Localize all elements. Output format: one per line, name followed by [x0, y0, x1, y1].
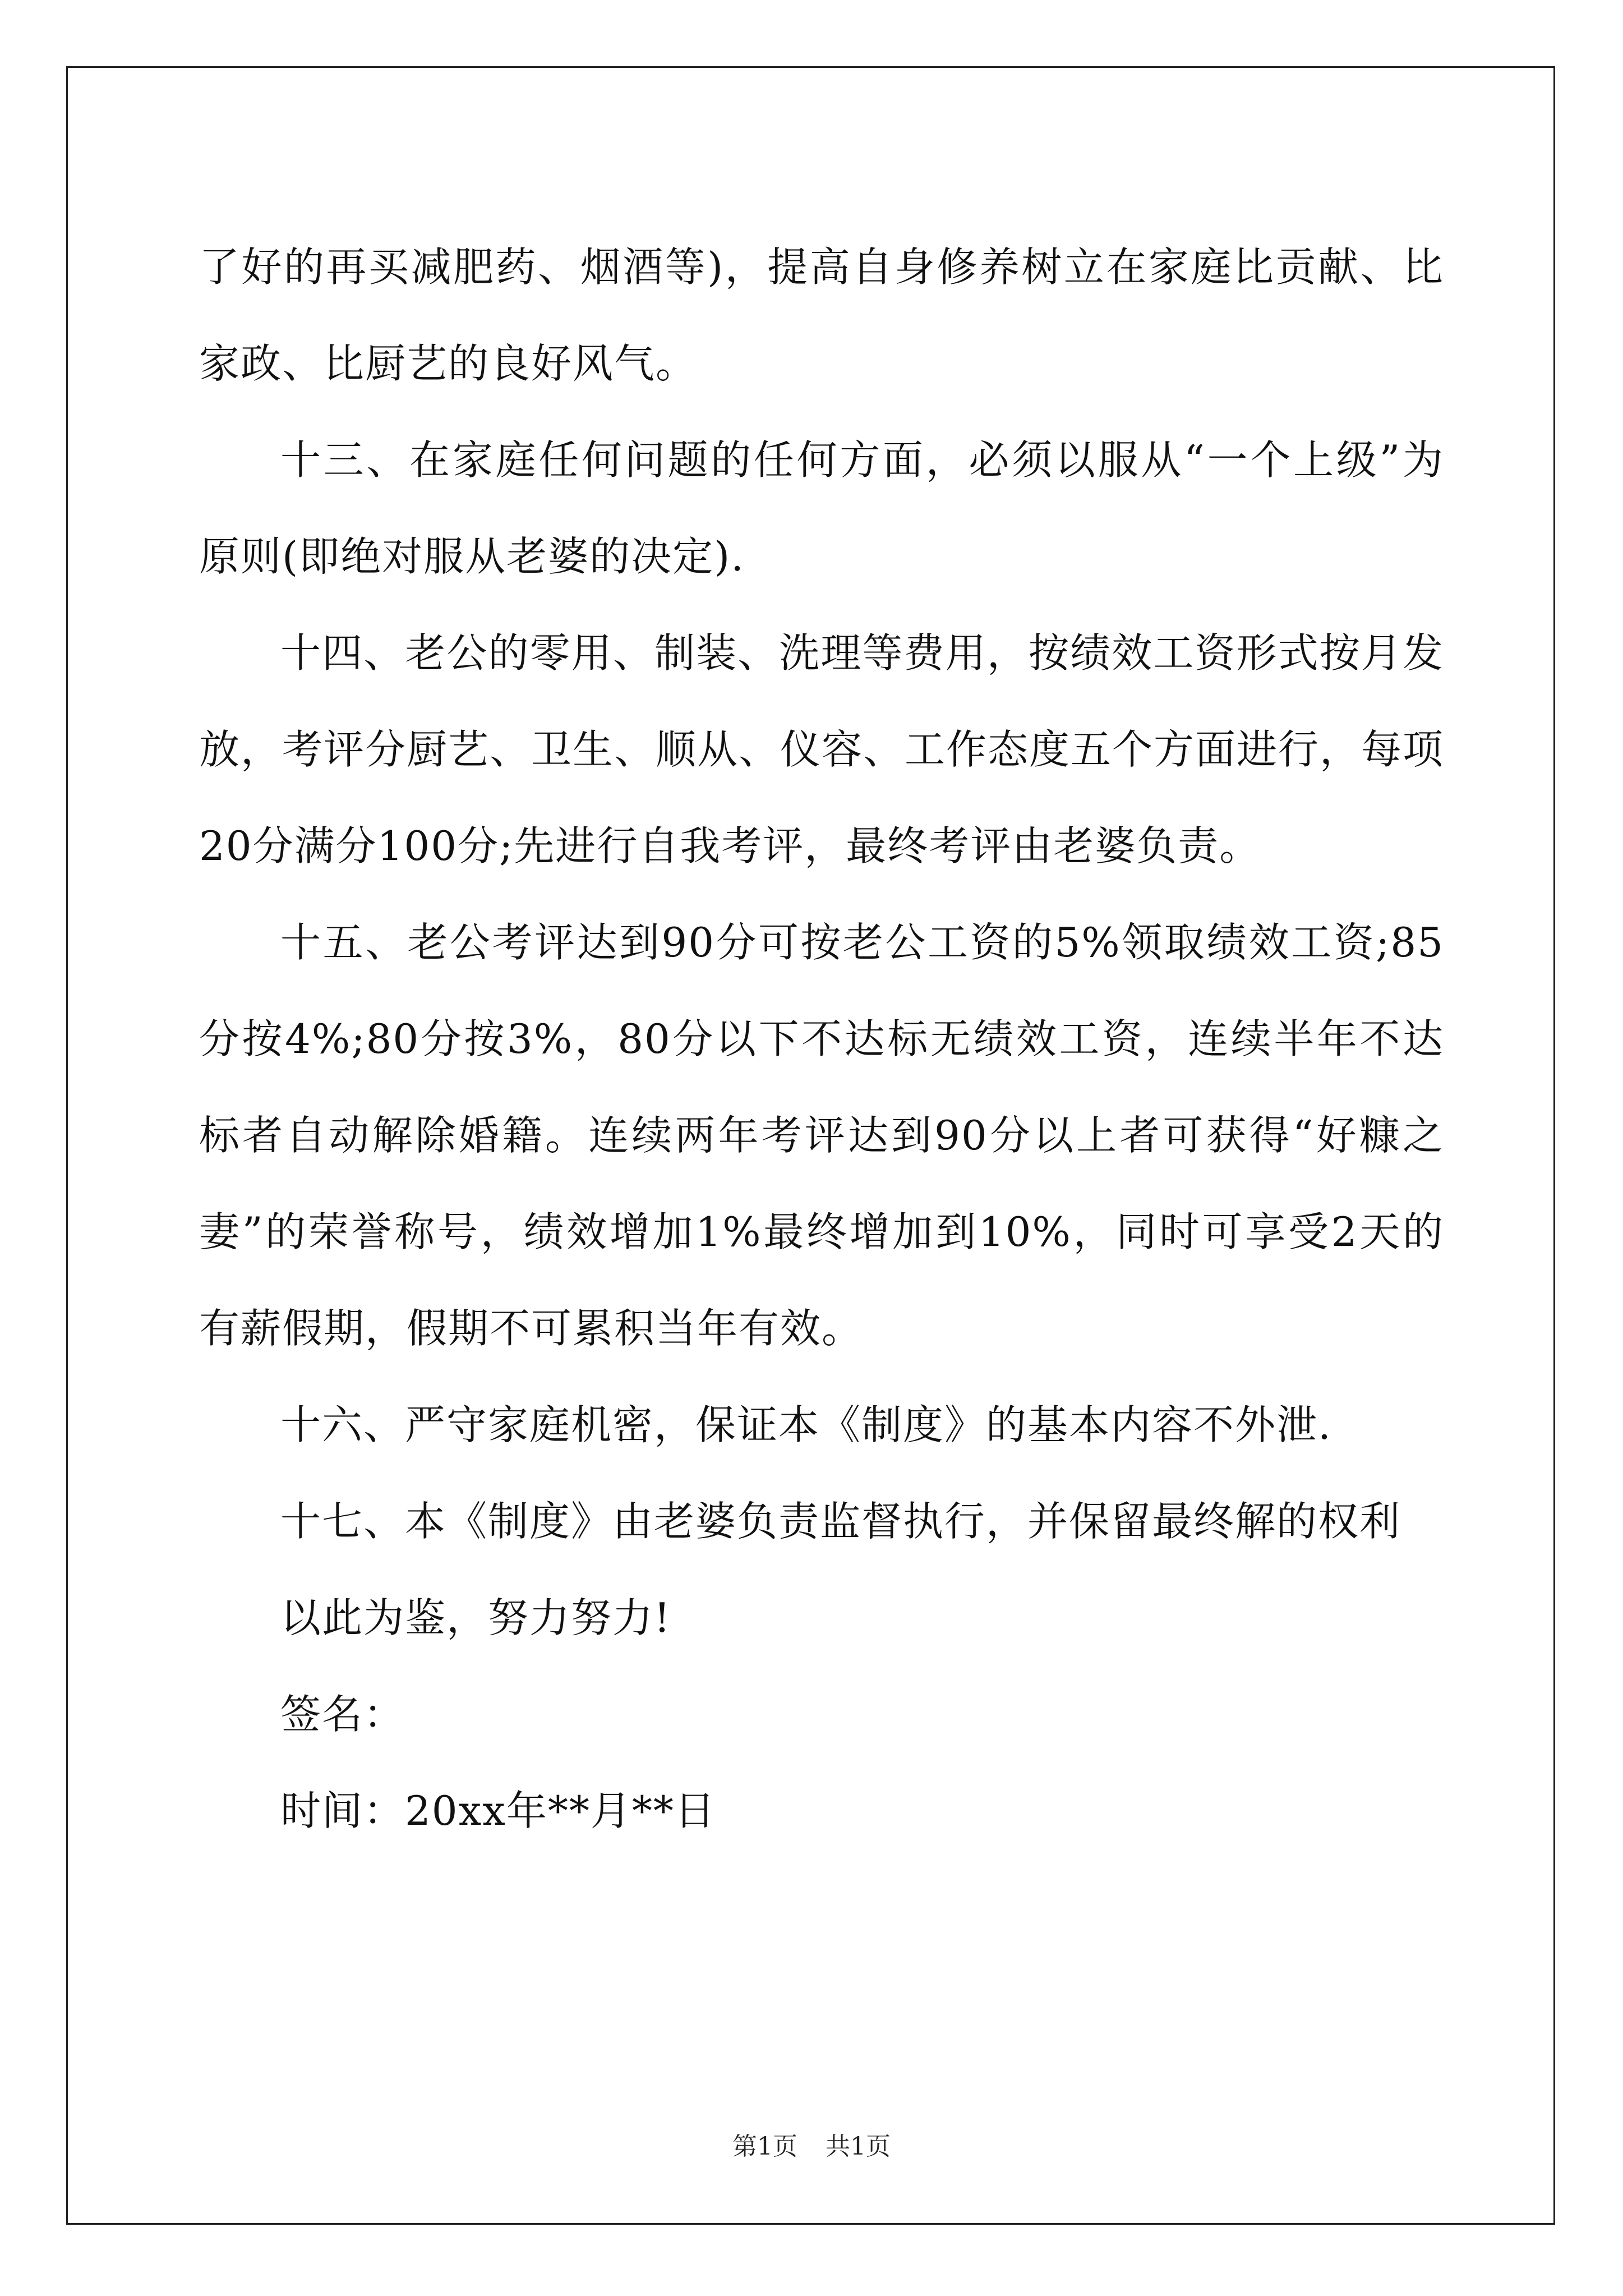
- page-number-total: 共1页: [826, 2132, 891, 2161]
- paragraph-article-15: 十五、老公考评达到90分可按老公工资的5%领取绩效工资;85分按4%;80分按3%，80分以下不达标无绩效工资，连续半年不达标者自动解除婚籍。连续两年考评达到90分以上者可获得“好糠之妻”的荣誉称号，绩效增加1%最终增加到10%，同时可享受2天的有薪假期，假期不可累积当年有效。: [199, 919, 1444, 1352]
- paragraph-continuation: 了好的再买减肥药、烟酒等)，提高自身修养树立在家庭比贡献、比家政、比厨艺的良好风气。: [199, 243, 1444, 387]
- page-footer: [0, 2126, 1623, 2162]
- line-closing: 以此为鉴，努力努力!: [280, 1594, 671, 1641]
- line-article-17: 十七、本《制度》由老婆负责监督执行，并保留最终解的权利: [280, 1498, 1401, 1545]
- date-line: 时间：20xx年**月**日: [280, 1787, 716, 1834]
- paragraph-article-14: 十四、老公的零用、制装、洗理等费用，按绩效工资形式按月发放，考评分厨艺、卫生、顺从、仪容、工作态度五个方面进行，每项20分满分100分;先进行自我考评，最终考评由老婆负责。: [199, 629, 1445, 869]
- page-number-current: 第1页: [732, 2132, 797, 2161]
- paragraph-article-13: 十三、在家庭任何问题的任何方面，必须以服从“一个上级”为原则(即绝对服从老婆的决定).: [199, 436, 1444, 580]
- document-body: [199, 219, 1444, 1859]
- line-article-16: 十六、严守家庭机密，保证本《制度》的基本内容不外泄.: [280, 1401, 1332, 1448]
- signature-line: 签名：: [280, 1691, 405, 1738]
